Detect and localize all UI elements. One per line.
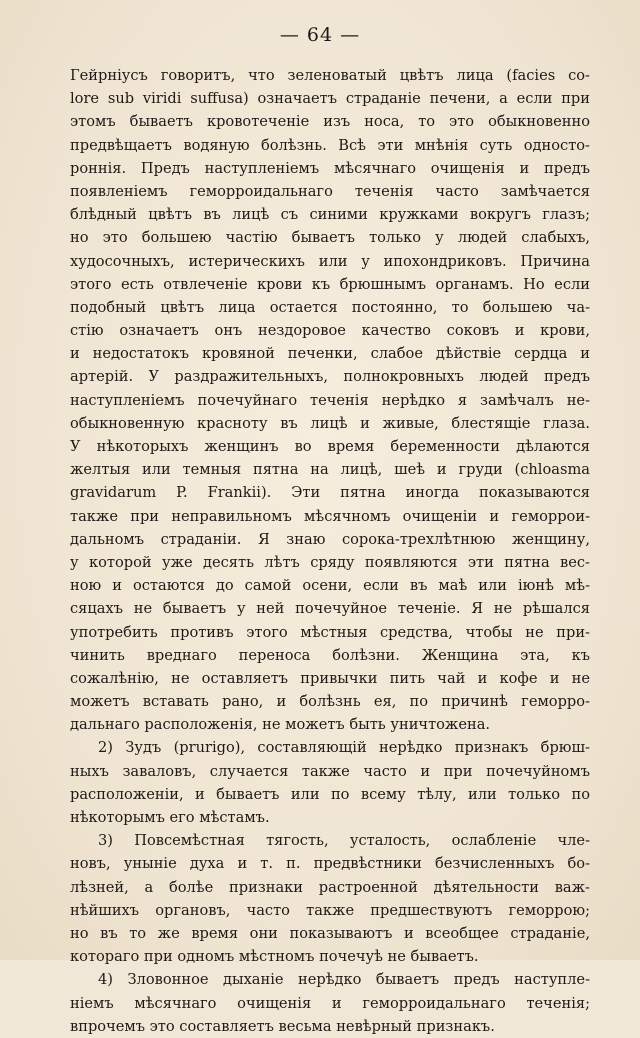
text-line: У нѣкоторыхъ женщинъ во время беременности дѣлаются [70, 438, 590, 455]
text-line: дальномъ страданіи. Я знаю сорока-трехлѣтнюю женщину, [70, 530, 590, 548]
text-line: артерій. У раздражительныхъ, полнокровныхъ людей предъ [70, 368, 590, 386]
text-line: Гейрніусъ говоритъ, что зеленоватый цвѣтъ лица (facies co- [70, 67, 590, 84]
text-line: блѣдный цвѣтъ въ лицѣ съ синими кружками вокругъ глазъ; [70, 206, 590, 224]
text-line: этого есть отвлеченіе крови къ брюшнымъ органамъ. Но если [70, 275, 590, 293]
text-line: предвѣщаетъ водяную болѣзнь. Всѣ эти мнѣнія суть односто- [70, 136, 590, 154]
text-line: нѣкоторымъ его мѣстамъ. [70, 809, 270, 826]
text-line: подобный цвѣтъ лица остается постоянно, то большею ча- [70, 298, 590, 316]
text-line: 2) Зудъ (prurigo), составляющій нерѣдко признакъ брюш- [98, 739, 590, 757]
text-line: новъ, уныніе духа и т. п. предвѣстники безчисленныхъ бо- [70, 855, 590, 873]
text-line: расположеніи, и бываетъ или по всему тѣлу, или только по [70, 785, 590, 803]
text-line: роннія. Предъ наступленіемъ мѣсячнаго очищенія и предъ [70, 159, 590, 177]
text-line: 4) Зловонное дыханіе нерѣдко бываетъ предъ наступле- [98, 971, 590, 989]
text-line: сяцахъ не бываетъ у ней почечуйное теченіе. Я не рѣшался [70, 600, 590, 618]
text-line: чинить вреднаго переноса болѣзни. Женщина эта, къ [70, 646, 590, 664]
page-number: — 64 — [279, 24, 361, 46]
text-line: сожалѣнію, не оставляетъ привычки пить чай и кофе и не [70, 669, 590, 687]
text-line: но въ то же время они показываютъ и всеобщее страданіе, [70, 924, 590, 942]
text-line: употребить противъ этого мѣстныя средства, чтобы не при- [70, 623, 590, 641]
text-line: впрочемъ это составляетъ весьма невѣрный признакъ. [70, 1017, 495, 1035]
text-line: худосочныхъ, истерическихъ или у ипохондриковъ. Причина [70, 252, 590, 270]
body-text [70, 64, 590, 1038]
text-line: ною и остаются до самой осени, если въ маѣ или іюнѣ мѣ- [70, 577, 590, 595]
text-line: наступленіемъ почечуйнаго теченія нерѣдко я замѣчалъ не- [70, 391, 590, 409]
text-line: желтыя или темныя пятна на лицѣ, шеѣ и груди (chloasma [70, 461, 590, 479]
text-line: котораго при одномъ мѣстномъ почечуѣ не бываетъ. [70, 948, 479, 966]
text-line: и недостатокъ кровяной печенки, слабое дѣйствіе сердца и [70, 345, 590, 363]
text-line: этомъ бываетъ кровотеченіе изъ носа, то это обыкновенно [70, 113, 590, 131]
text-line: стію означаетъ онъ нездоровое качество соковъ и крови, [70, 322, 590, 340]
text-line: можетъ вставать рано, и болѣзнь ея, по причинѣ геморро- [70, 693, 590, 711]
text-line: ныхъ заваловъ, случается также часто и при почечуйномъ [70, 762, 590, 780]
text-line: дальнаго расположенія, не можетъ быть уничтожена. [70, 716, 491, 734]
text-line: обыкновенную красноту въ лицѣ и живые, блестящіе глаза. [70, 414, 590, 432]
text-line: ніемъ мѣсячнаго очищенія и геморроидальнаго теченія; [70, 994, 590, 1012]
text-line: появленіемъ геморроидальнаго теченія часто замѣчается [70, 182, 590, 200]
text-line: lore sub viridi suffusa) означаетъ страданіе печени, а если при [70, 90, 590, 108]
text-line: также при неправильномъ мѣсячномъ очищеніи и геморрои- [70, 507, 590, 525]
text-line: gravidarum P. Frankii). Эти пятна иногда показываются [70, 484, 590, 502]
text-line: 3) Повсемѣстная тягость, усталость, ослабленіе чле- [98, 832, 590, 850]
text-line: нѣйшихъ органовъ, часто также предшествуютъ геморрою; [70, 901, 590, 919]
text-line: лѣзней, а болѣе признаки растроенной дѣятельности важ- [70, 878, 590, 896]
text-line: но это большею частію бываетъ только у людей слабыхъ, [70, 229, 590, 247]
text-line: у которой уже десять лѣтъ сряду появляются эти пятна вес- [70, 553, 590, 571]
